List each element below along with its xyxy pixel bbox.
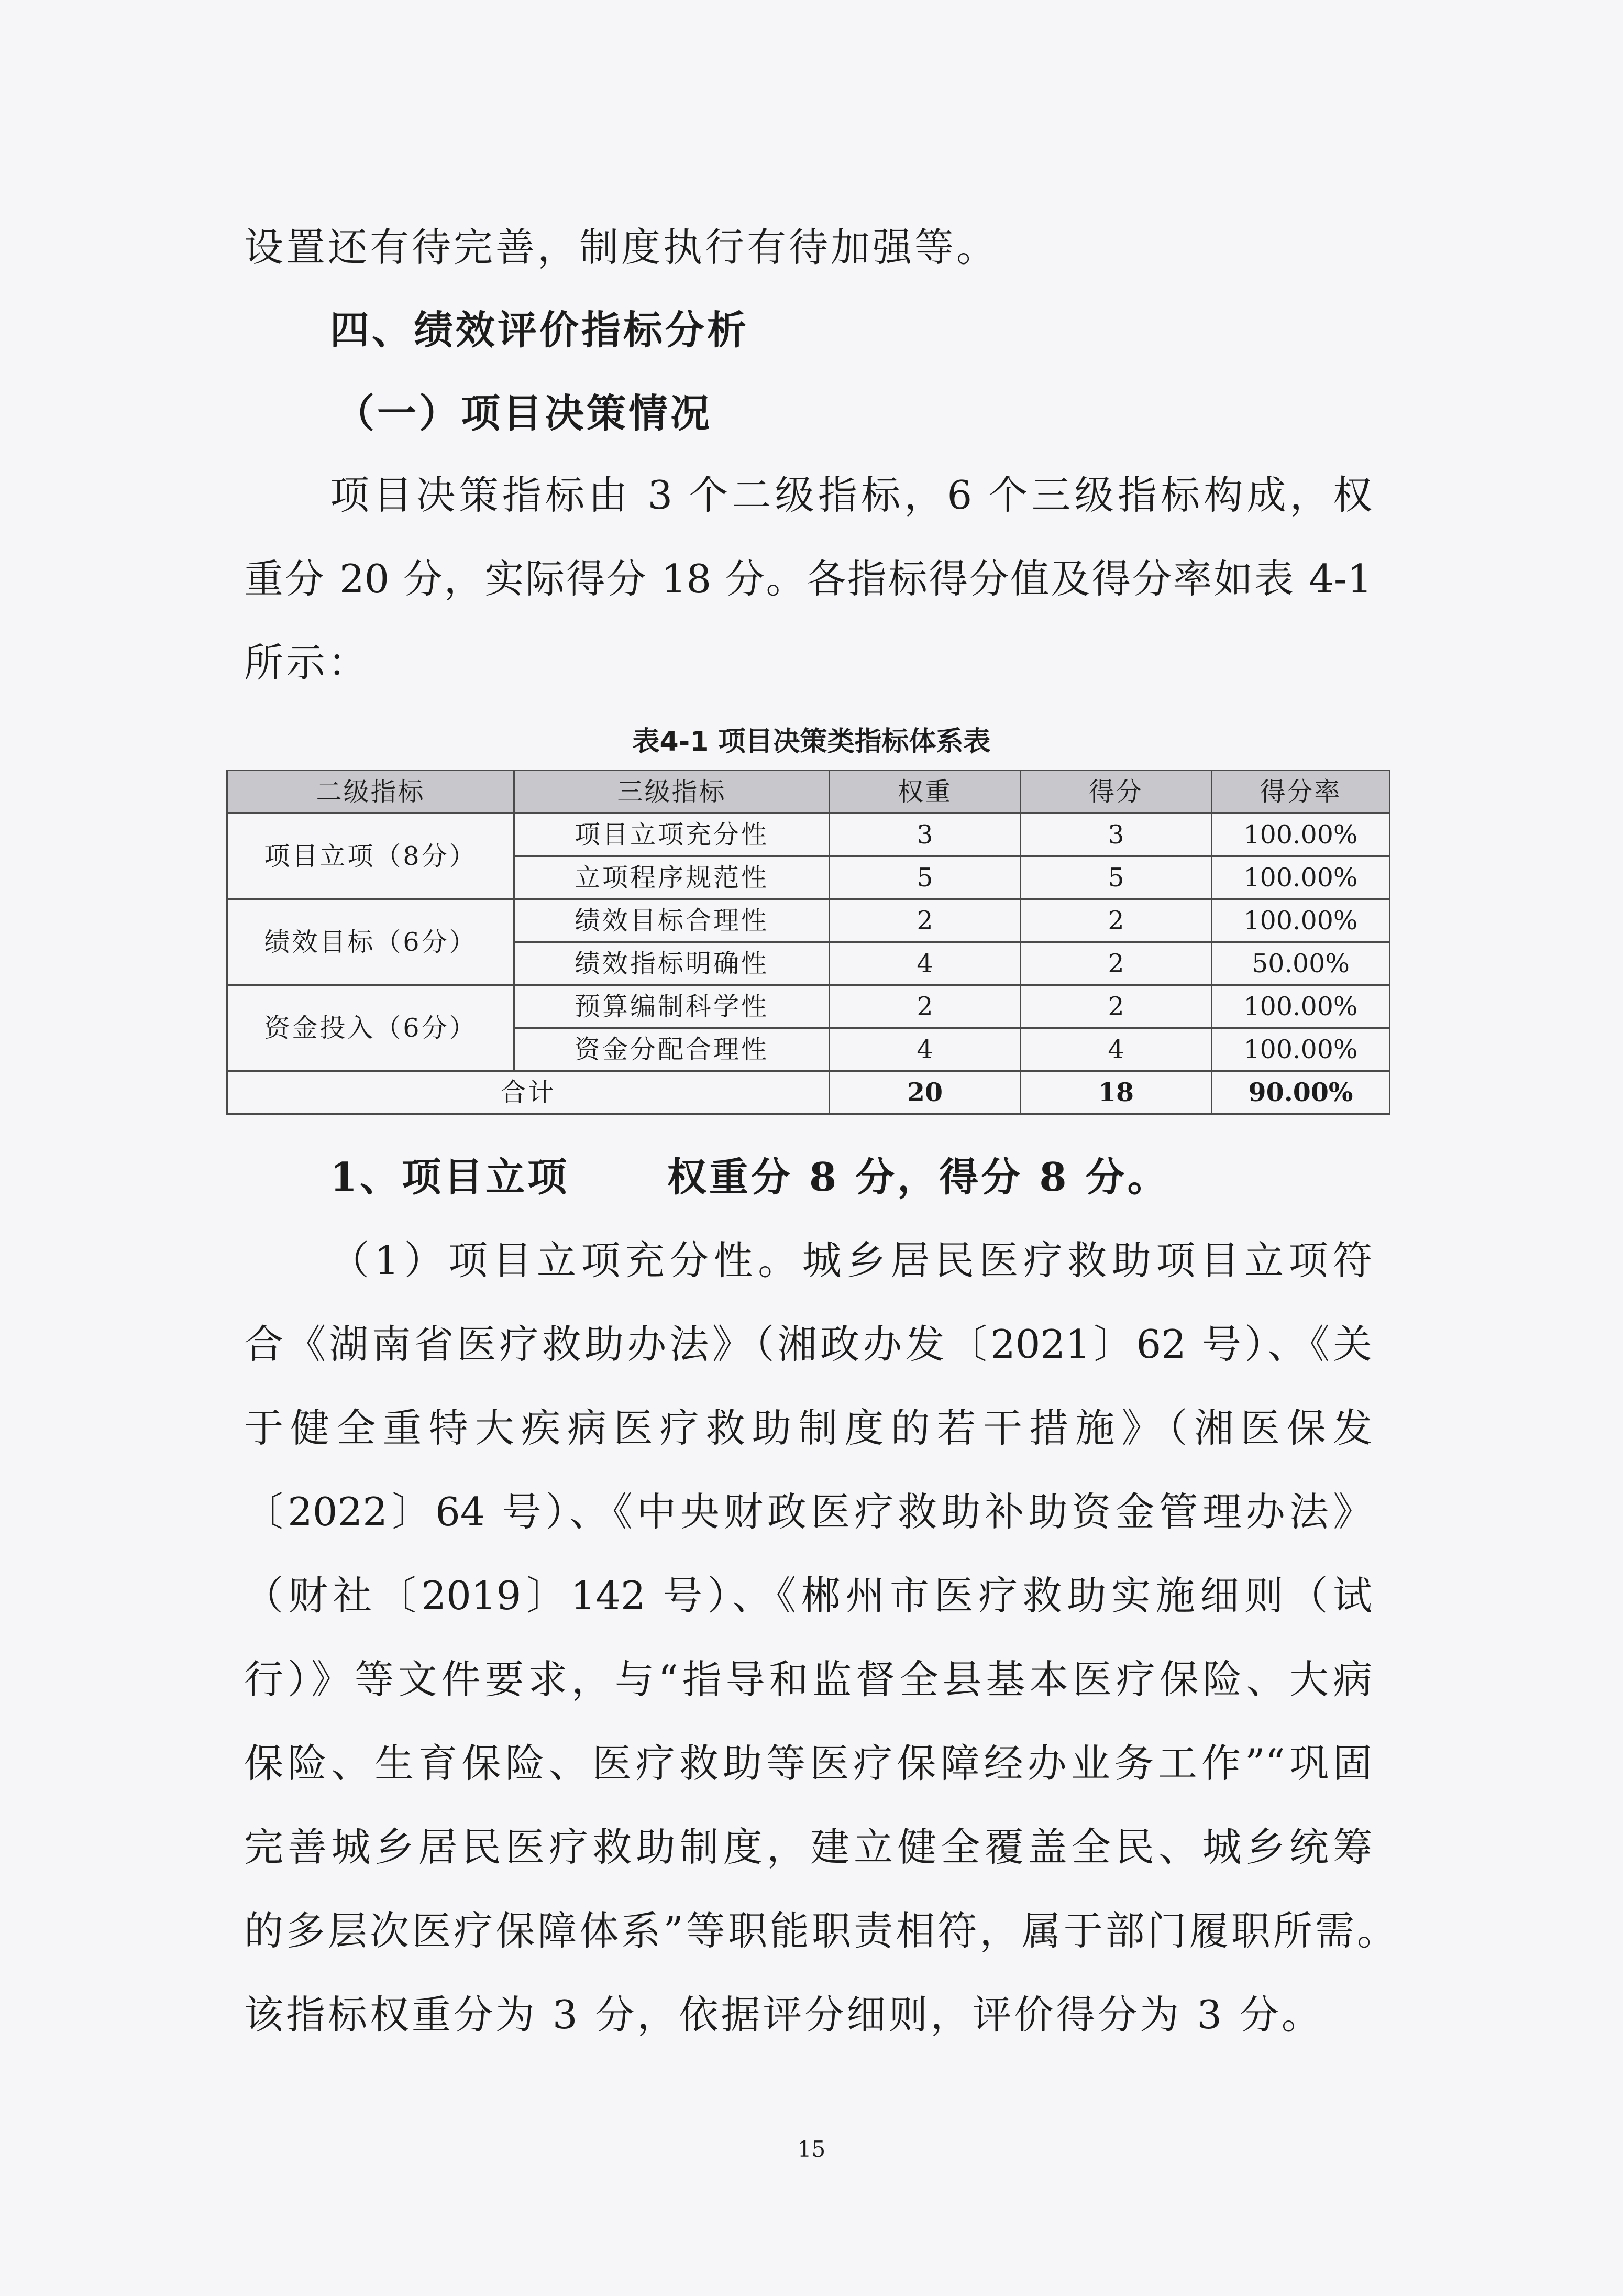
column-header: 三级指标 [514,771,830,814]
paragraph-line: 合《湖南省医疗救助办法》（湘政办发〔2021〕62 号）、《关 [244,1321,1372,1367]
paragraph-line: 行）》等文件要求，与“指导和监督全县基本医疗保险、大病 [244,1656,1372,1702]
paragraph-line: 的多层次医疗保障体系”等职能职责相符，属于部门履职所需。 [244,1908,1396,1954]
paragraph-line: （1）项目立项充分性。城乡居民医疗救助项目立项符 [330,1237,1372,1283]
page-number: 15 [797,2136,826,2162]
rate-cell: 50.00% [1212,942,1390,985]
weight-cell: 3 [830,814,1021,856]
total-label-cell: 合计 [227,1071,830,1114]
table-row [227,814,1390,856]
column-header: 得分率 [1212,771,1390,814]
indicator-cell: 立项程序规范性 [514,856,830,899]
weight-cell: 5 [830,856,1021,899]
weight-cell: 2 [830,899,1021,942]
total-score-cell: 18 [1021,1071,1212,1114]
indicator-table [226,770,1390,1115]
paragraph-line: 〔2022〕64 号）、《中央财政医疗救助补助资金管理办法》 [244,1489,1372,1535]
group-cell: 资金投入（6分） [227,985,514,1071]
section-heading: 四、绩效评价指标分析 [330,307,749,353]
column-header: 权重 [830,771,1021,814]
paragraph-line: （财社〔2019〕142 号）、《郴州市医疗救助实施细则（试 [244,1573,1372,1619]
indicator-cell: 绩效指标明确性 [514,942,830,985]
indicator-cell: 项目立项充分性 [514,814,830,856]
table-row [227,899,1390,942]
paragraph-line: 保险、生育保险、医疗救助等医疗保障经办业务工作”“巩固 [244,1740,1372,1786]
score-cell: 2 [1021,985,1212,1028]
rate-cell: 100.00% [1212,1028,1390,1071]
column-header: 二级指标 [227,771,514,814]
table-caption: 表4-1 项目决策类指标体系表 [632,726,991,757]
indicator-cell: 绩效目标合理性 [514,899,830,942]
indicator-cell: 资金分配合理性 [514,1028,830,1071]
score-cell: 5 [1021,856,1212,899]
table-row [227,985,1390,1028]
score-cell: 2 [1021,899,1212,942]
rate-cell: 100.00% [1212,856,1390,899]
score-cell: 3 [1021,814,1212,856]
weight-cell: 4 [830,1028,1021,1071]
rate-cell: 100.00% [1212,985,1390,1028]
paragraph-line: 重分 20 分，实际得分 18 分。各指标得分值及得分率如表 4-1 [244,556,1372,602]
indicator-cell: 预算编制科学性 [514,985,830,1028]
table-header-row [227,771,1390,814]
weight-cell: 2 [830,985,1021,1028]
paragraph-line: 所示： [244,640,370,686]
text-line: 设置还有待完善，制度执行有待加强等。 [244,224,999,270]
rate-cell: 100.00% [1212,814,1390,856]
paragraph-line: 于健全重特大疾病医疗救助制度的若干措施》（湘医保发 [244,1405,1372,1451]
score-cell: 2 [1021,942,1212,985]
table-total-row [227,1071,1390,1114]
column-header: 得分 [1021,771,1212,814]
total-weight-cell: 20 [830,1071,1021,1114]
group-cell: 项目立项（8分） [227,814,514,899]
score-cell: 4 [1021,1028,1212,1071]
weight-cell: 4 [830,942,1021,985]
paragraph-line: 项目决策指标由 3 个二级指标，6 个三级指标构成，权 [330,472,1372,518]
group-cell: 绩效目标（6分） [227,899,514,985]
paragraph-line: 该指标权重分为 3 分，依据评分细则，评价得分为 3 分。 [244,1992,1323,2038]
total-rate-cell: 90.00% [1212,1071,1390,1114]
section1-heading: 1、项目立项 权重分 8 分，得分 8 分。 [330,1154,1169,1200]
subsection-heading: （一）项目决策情况 [335,390,713,436]
rate-cell: 100.00% [1212,899,1390,942]
paragraph-line: 完善城乡居民医疗救助制度，建立健全覆盖全民、城乡统筹 [244,1824,1372,1870]
